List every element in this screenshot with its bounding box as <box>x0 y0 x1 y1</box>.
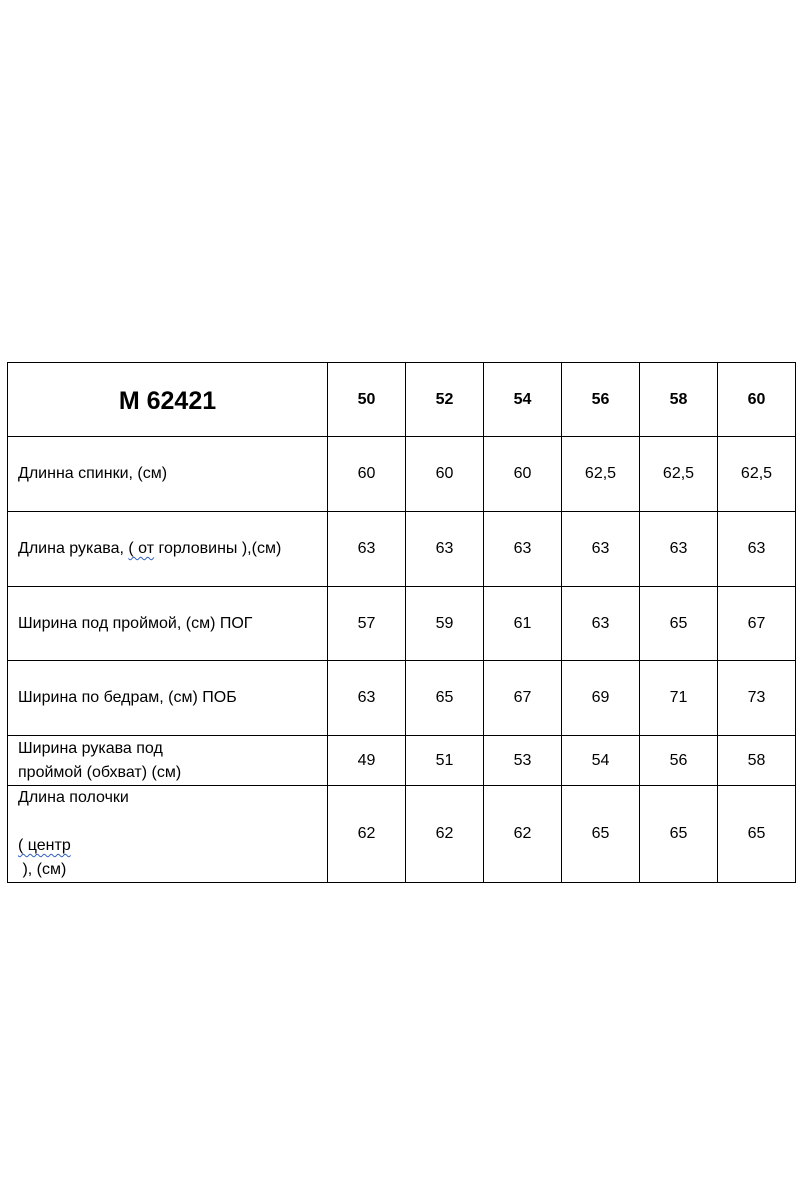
table-cell: 63 <box>484 512 562 587</box>
table-row <box>8 587 796 661</box>
table-cell: 63 <box>562 587 640 661</box>
row-label-hip-width: Ширина по бедрам, (см) ПОБ <box>8 661 328 736</box>
label-part <box>18 810 327 834</box>
table-cell: 63 <box>406 512 484 587</box>
table-cell: 59 <box>406 587 484 661</box>
table-cell: 62 <box>328 786 406 883</box>
table-cell: 63 <box>328 661 406 736</box>
size-chart-table <box>7 362 796 883</box>
size-header: 52 <box>406 363 484 437</box>
size-header: 54 <box>484 363 562 437</box>
table-row <box>8 736 796 786</box>
table-cell: 62,5 <box>718 437 796 512</box>
table-row <box>8 512 796 587</box>
table-cell: 62,5 <box>562 437 640 512</box>
table-cell: 63 <box>328 512 406 587</box>
table-row <box>8 661 796 736</box>
table-cell: 62 <box>484 786 562 883</box>
table-cell: 67 <box>484 661 562 736</box>
table-cell: 65 <box>406 661 484 736</box>
label-line: проймой (обхват) (см) <box>18 763 182 781</box>
table-cell: 57 <box>328 587 406 661</box>
row-label-front-length <box>8 786 328 883</box>
table-row <box>8 786 796 883</box>
table-cell: 54 <box>562 736 640 786</box>
label-part: горловины ),(см) <box>154 540 282 557</box>
table-cell: 49 <box>328 736 406 786</box>
row-label-sleeve-length <box>8 512 328 587</box>
table-cell: 56 <box>640 736 718 786</box>
table-cell: 58 <box>718 736 796 786</box>
model-number: М 62421 <box>8 363 328 437</box>
table-cell: 65 <box>640 786 718 883</box>
table-cell: 62,5 <box>640 437 718 512</box>
table-cell: 63 <box>640 512 718 587</box>
row-label-back-length: Длинна спинки, (см) <box>8 437 328 512</box>
table-row <box>8 437 796 512</box>
table-cell: 61 <box>484 587 562 661</box>
label-line <box>18 810 327 882</box>
label-part: Длина рукава, <box>18 540 129 557</box>
table-cell: 65 <box>640 587 718 661</box>
table-cell: 62 <box>406 786 484 883</box>
label-part-underlined: ( от <box>128 540 155 557</box>
table-cell: 60 <box>328 437 406 512</box>
label-line: Ширина рукава под <box>18 739 163 757</box>
table-cell: 69 <box>562 661 640 736</box>
label-part: ), (см) <box>18 861 67 878</box>
table-cell: 71 <box>640 661 718 736</box>
label-part-underlined: ( центр <box>18 837 71 854</box>
table-cell: 53 <box>484 736 562 786</box>
row-label-sleeve-width <box>8 736 328 786</box>
table-cell: 65 <box>718 786 796 883</box>
table-cell: 51 <box>406 736 484 786</box>
label-line: Длина полочки <box>18 789 129 806</box>
table-cell: 67 <box>718 587 796 661</box>
table-cell: 65 <box>562 786 640 883</box>
size-header: 50 <box>328 363 406 437</box>
size-header: 56 <box>562 363 640 437</box>
size-header: 60 <box>718 363 796 437</box>
table-cell: 60 <box>484 437 562 512</box>
table-cell: 73 <box>718 661 796 736</box>
header-row <box>8 363 796 437</box>
table-cell: 63 <box>718 512 796 587</box>
table-cell: 60 <box>406 437 484 512</box>
row-label-chest-width: Ширина под проймой, (см) ПОГ <box>8 587 328 661</box>
table-cell: 63 <box>562 512 640 587</box>
size-header: 58 <box>640 363 718 437</box>
